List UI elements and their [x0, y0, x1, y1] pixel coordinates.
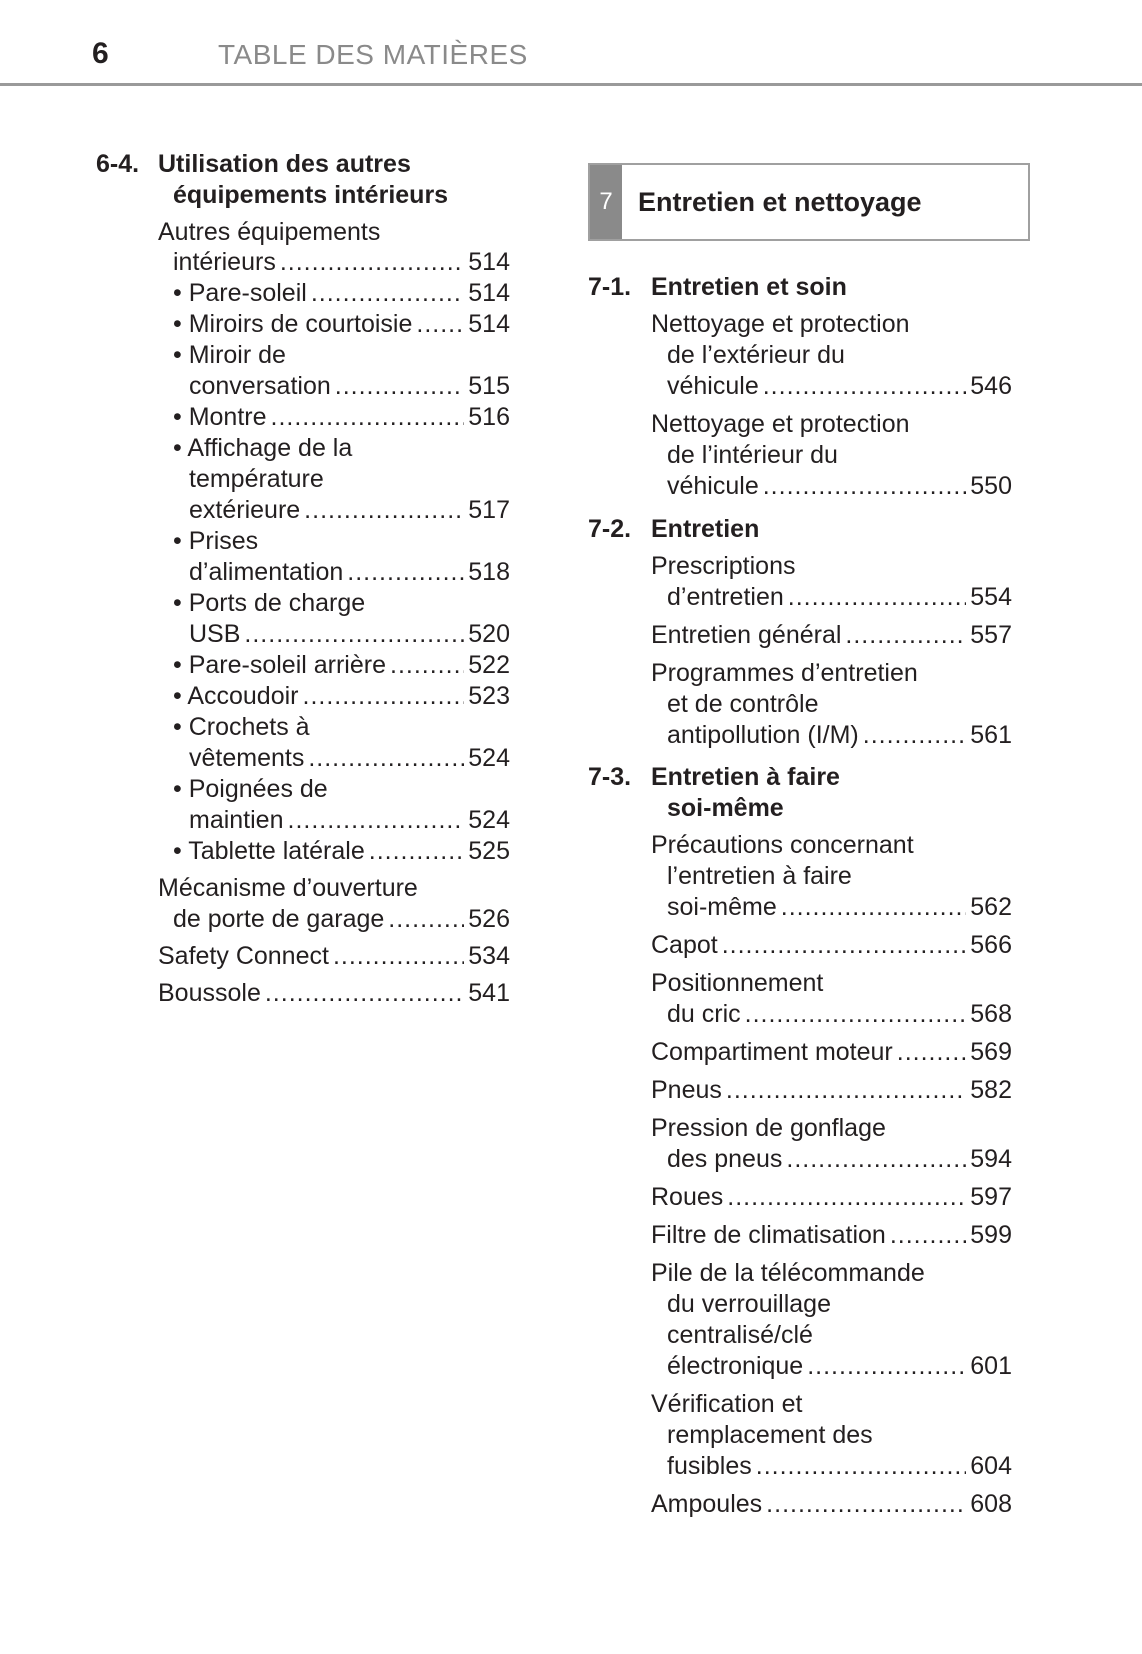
page-ref: 562 [970, 893, 1012, 921]
page-ref: 518 [468, 558, 510, 586]
toc-entry-label: USB [189, 620, 241, 648]
page-ref: 524 [468, 744, 510, 772]
toc-entry[interactable] [189, 370, 510, 402]
dot-leader [845, 619, 966, 651]
page-ref: 550 [970, 472, 1012, 500]
toc-entry-label: Filtre de climatisation [651, 1221, 886, 1249]
toc-entry-label: Capot [651, 931, 718, 959]
toc-entry-label: extérieure [189, 496, 301, 524]
dot-leader [390, 649, 464, 681]
page-ref: 515 [468, 372, 510, 400]
toc-entry[interactable] [173, 903, 510, 935]
toc-entry-text[interactable]: Nettoyage et protection [651, 310, 910, 338]
toc-entry-label: • Pare-soleil arrière [173, 651, 386, 679]
page-ref: 526 [468, 905, 510, 933]
toc-entry-text[interactable]: • Ports de charge [173, 589, 366, 617]
toc-entry-text[interactable]: Programmes d’entretien [651, 659, 918, 687]
toc-entry-text[interactable]: de l’intérieur du [667, 441, 838, 469]
chapter-header [588, 163, 1030, 241]
page-ref: 534 [468, 942, 510, 970]
toc-entry[interactable] [173, 835, 510, 867]
dot-leader [308, 742, 464, 774]
toc-entry[interactable] [173, 401, 510, 433]
toc-entry-label: Entretien général [651, 621, 842, 649]
page-ref: 599 [970, 1221, 1012, 1249]
toc-entry[interactable] [667, 891, 1012, 923]
section-number-7-3: 7-3. [588, 763, 632, 791]
page-ref: 582 [970, 1076, 1012, 1104]
toc-entry-label: des pneus [667, 1145, 783, 1173]
toc-entry-label: • Pare-soleil [173, 279, 307, 307]
toc-entry-text[interactable]: du verrouillage [667, 1290, 831, 1318]
page-ref: 597 [970, 1183, 1012, 1211]
toc-entry[interactable] [158, 977, 510, 1009]
toc-entry-label: vêtements [189, 744, 305, 772]
toc-entry-label: maintien [189, 806, 284, 834]
chapter-number-tab: 7 [590, 165, 622, 239]
toc-entry[interactable] [173, 680, 510, 712]
page-ref: 520 [468, 620, 510, 648]
page-number: 6 [92, 37, 109, 70]
toc-entry[interactable] [173, 246, 510, 278]
dot-leader [786, 1143, 966, 1175]
toc-entry-label: • Miroirs de courtoisie [173, 310, 413, 338]
dot-leader [890, 1219, 966, 1251]
toc-entry[interactable] [651, 1036, 1012, 1068]
dot-leader [763, 370, 967, 402]
toc-entry-label: intérieurs [173, 248, 276, 276]
dot-leader [335, 370, 465, 402]
toc-entry[interactable] [667, 1450, 1012, 1482]
page-ref: 514 [468, 310, 510, 338]
page-ref: 514 [468, 248, 510, 276]
toc-entry[interactable] [173, 277, 510, 309]
dot-leader [745, 998, 967, 1030]
toc-entry[interactable] [189, 804, 510, 836]
toc-entry-label: de porte de garage [173, 905, 385, 933]
dot-leader [333, 940, 464, 972]
section-title-6-4-cont[interactable]: équipements intérieurs [173, 181, 449, 209]
toc-entry-label: conversation [189, 372, 331, 400]
toc-entry[interactable] [651, 1488, 1012, 1520]
toc-entry-label: véhicule [667, 472, 759, 500]
page-ref: 566 [970, 931, 1012, 959]
dot-leader [788, 581, 967, 613]
page-ref: 594 [970, 1145, 1012, 1173]
section-title-7-3-cont[interactable]: soi-même [667, 794, 784, 822]
toc-entry-text[interactable]: Positionnement [651, 969, 824, 997]
toc-entry-label: Safety Connect [158, 942, 329, 970]
toc-entry[interactable] [173, 649, 510, 681]
toc-entry-label: Boussole [158, 979, 261, 1007]
page-ref: 608 [970, 1490, 1012, 1518]
toc-entry-text[interactable]: • Miroir de [173, 341, 286, 369]
toc-entry-text[interactable]: remplacement des [667, 1421, 873, 1449]
dot-leader [781, 891, 967, 923]
dot-leader [756, 1450, 967, 1482]
toc-entry-text[interactable]: Nettoyage et protection [651, 410, 910, 438]
toc-entry[interactable] [651, 1074, 1012, 1106]
toc-entry[interactable] [651, 619, 1012, 651]
section-title-6-4[interactable]: Utilisation des autres [158, 150, 411, 178]
page-ref: 601 [970, 1352, 1012, 1380]
page-header [0, 0, 1142, 88]
running-title: TABLE DES MATIÈRES [218, 39, 528, 70]
page-ref: 522 [468, 651, 510, 679]
toc-entry-label: • Tablette latérale [173, 837, 365, 865]
section-title-7-2[interactable]: Entretien [651, 515, 760, 543]
page-ref: 604 [970, 1452, 1012, 1480]
toc-entry-text[interactable]: • Affichage de la [173, 434, 353, 462]
toc-entry-label: Pneus [651, 1076, 722, 1104]
dot-leader [416, 308, 464, 340]
toc-entry-label: antipollution (I/M) [667, 721, 859, 749]
toc-entry[interactable] [667, 998, 1012, 1030]
toc-entry-text[interactable]: • Crochets à [173, 713, 310, 741]
toc-entry-text[interactable]: et de contrôle [667, 690, 819, 718]
section-title-7-1[interactable]: Entretien et soin [651, 273, 847, 301]
page-ref: 569 [970, 1038, 1012, 1066]
dot-leader [727, 1181, 966, 1213]
toc-entry-label: véhicule [667, 372, 759, 400]
toc-entry-label: • Accoudoir [173, 682, 299, 710]
section-title-7-3[interactable]: Entretien à faire [651, 763, 840, 791]
page-ref: 516 [468, 403, 510, 431]
dot-leader [280, 246, 464, 278]
dot-leader [807, 1350, 966, 1382]
toc-entry-label: du cric [667, 1000, 741, 1028]
toc-entry-text[interactable]: Prescriptions [651, 552, 796, 580]
toc-entry-label: Roues [651, 1183, 724, 1211]
page-ref: 523 [468, 682, 510, 710]
toc-entry-label: d’alimentation [189, 558, 344, 586]
toc-entry[interactable] [667, 470, 1012, 502]
dot-leader [347, 556, 464, 588]
toc-entry-text[interactable]: température [189, 465, 324, 493]
toc-entry-text[interactable]: de l’extérieur du [667, 341, 845, 369]
dot-leader [897, 1036, 967, 1068]
toc-entry[interactable] [189, 556, 510, 588]
dot-leader [288, 804, 465, 836]
toc-entry-label: soi-même [667, 893, 777, 921]
dot-leader [388, 903, 464, 935]
section-number-7-1: 7-1. [588, 273, 632, 301]
toc-entry-label: • Montre [173, 403, 267, 431]
toc-entry[interactable] [667, 1143, 1012, 1175]
toc-entry-label: d’entretien [667, 583, 784, 611]
dot-leader [766, 1488, 966, 1520]
toc-entry[interactable] [651, 1219, 1012, 1251]
dot-leader [303, 680, 465, 712]
toc-entry-text[interactable]: • Prises [173, 527, 259, 555]
page-ref: 524 [468, 806, 510, 834]
toc-entry[interactable] [651, 929, 1012, 961]
toc-entry-text[interactable]: Mécanisme d’ouverture [158, 874, 418, 902]
page-ref: 554 [970, 583, 1012, 611]
page-ref: 517 [468, 496, 510, 524]
toc-entry[interactable] [667, 370, 1012, 402]
dot-leader [311, 277, 464, 309]
toc-entry-text[interactable]: Vérification et [651, 1390, 803, 1418]
page-ref: 541 [468, 979, 510, 1007]
toc-entry[interactable] [189, 494, 510, 526]
page-ref: 525 [468, 837, 510, 865]
page-ref: 561 [970, 721, 1012, 749]
toc-entry-label: Compartiment moteur [651, 1038, 893, 1066]
dot-leader [271, 401, 465, 433]
toc-entry[interactable] [189, 618, 510, 650]
toc-entry[interactable] [158, 940, 510, 972]
toc-entry[interactable] [667, 1350, 1012, 1382]
toc-entry-text[interactable]: Pile de la télécommande [651, 1259, 925, 1287]
toc-entry-label: électronique [667, 1352, 804, 1380]
section-number-7-2: 7-2. [588, 515, 632, 543]
toc-entry[interactable] [173, 308, 510, 340]
header-divider [0, 83, 1142, 86]
toc-entry-label: fusibles [667, 1452, 752, 1480]
page-ref: 557 [970, 621, 1012, 649]
chapter-title[interactable]: Entretien et nettoyage [638, 187, 922, 217]
toc-entry[interactable] [189, 742, 510, 774]
dot-leader [726, 1074, 966, 1106]
dot-leader [763, 470, 967, 502]
toc-entry-text[interactable]: Précautions concernant [651, 831, 914, 859]
toc-entry-text[interactable]: l’entretien à faire [667, 862, 852, 890]
toc-entry-text[interactable]: • Poignées de [173, 775, 328, 803]
dot-leader [722, 929, 967, 961]
toc-entry[interactable] [667, 581, 1012, 613]
dot-leader [244, 618, 464, 650]
dot-leader [304, 494, 464, 526]
toc-entry[interactable] [651, 1181, 1012, 1213]
page-ref: 514 [468, 279, 510, 307]
section-number-6-4: 6-4. [96, 150, 140, 178]
toc-entry-text[interactable]: centralisé/clé [667, 1321, 813, 1349]
toc-entry[interactable] [667, 719, 1012, 751]
dot-leader [369, 835, 465, 867]
toc-entry-text[interactable]: Autres équipements [158, 218, 381, 246]
toc-entry-label: Ampoules [651, 1490, 763, 1518]
page-ref: 546 [970, 372, 1012, 400]
page-ref: 568 [970, 1000, 1012, 1028]
toc-entry-text[interactable]: Pression de gonflage [651, 1114, 886, 1142]
dot-leader [863, 719, 967, 751]
dot-leader [265, 977, 464, 1009]
